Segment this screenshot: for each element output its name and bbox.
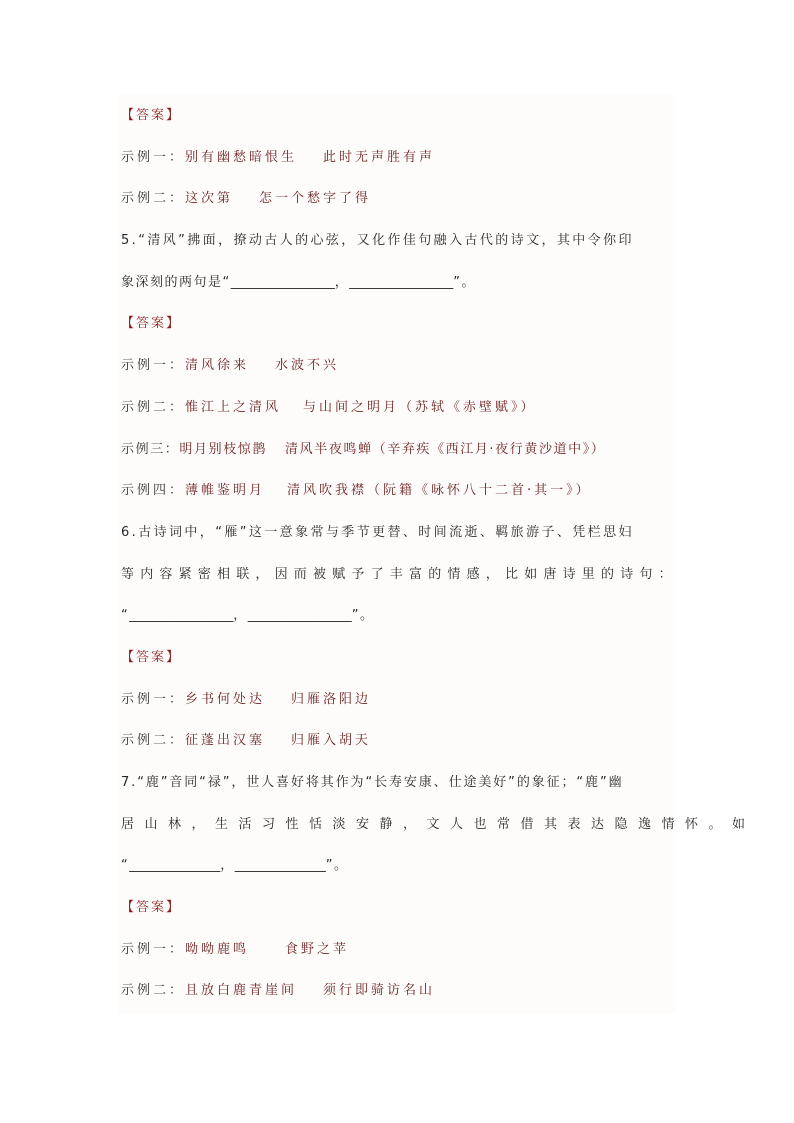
question-text: “ bbox=[121, 608, 130, 623]
q5-example-1 bbox=[121, 356, 339, 376]
example-prefix: 示例一： bbox=[121, 942, 186, 957]
fill-blank: ______________ bbox=[234, 858, 326, 873]
fill-blank: ________________ bbox=[349, 275, 454, 290]
question-text: ”。 bbox=[325, 858, 349, 873]
question-text: ， bbox=[334, 275, 350, 290]
answer-text: 乡书何处达 bbox=[185, 692, 266, 707]
example-prefix: 示例二： bbox=[121, 733, 186, 748]
q7-example-1 bbox=[121, 940, 349, 960]
question-text: ， bbox=[220, 858, 235, 873]
q7-question-line-2: 居山林，生活习性恬淡安静，文人也常借其表达隐逸情怀。如 bbox=[121, 817, 756, 832]
q7-example-2 bbox=[121, 981, 435, 1001]
answer-text: 征蓬出汉塞 bbox=[185, 733, 266, 748]
q5-example-4 bbox=[121, 481, 592, 501]
fill-blank: ______________ bbox=[129, 858, 221, 873]
example-prefix: 示例二： bbox=[121, 983, 186, 998]
example-prefix: 示例四： bbox=[121, 483, 186, 498]
answer-text: 水波不兴 bbox=[275, 358, 340, 373]
answer-text: 清风半夜鸣蝉（辛弃疾《西江月·夜行黄沙道中》） bbox=[285, 442, 606, 457]
question-text: ”。 bbox=[351, 608, 375, 623]
example-prefix: 示例一： bbox=[121, 150, 186, 165]
answer-text: 且放白鹿青崖间 bbox=[185, 983, 298, 998]
question-text: “ bbox=[121, 858, 130, 873]
q7-question-line-1: 7.“鹿”音同“禄”，世人喜好将其作为“长寿安康、仕途美好”的象征；“鹿”幽 bbox=[121, 775, 624, 790]
fill-blank: ________________ bbox=[129, 608, 234, 623]
answer-text: 须行即骑访名山 bbox=[323, 983, 436, 998]
answer-text: 食野之苹 bbox=[285, 942, 350, 957]
q5-example-2 bbox=[121, 398, 537, 418]
example-prefix: 示例一： bbox=[121, 358, 186, 373]
fill-blank: ________________ bbox=[247, 608, 352, 623]
answer-text: 清风吹我襟（阮籍《咏怀八十二首·其一》） bbox=[287, 483, 592, 498]
answer-text: 归雁洛阳边 bbox=[291, 692, 372, 707]
q6-example-2 bbox=[121, 731, 371, 751]
answer-label: 【答案】 bbox=[121, 900, 182, 915]
q6-question-line-3 bbox=[121, 606, 375, 626]
q6-question-line-1: 6.古诗词中，“雁”这一意象常与季节更替、时间流逝、羁旅游子、凭栏思妇 bbox=[121, 525, 634, 540]
answer-label: 【答案】 bbox=[121, 108, 182, 123]
q5-question-line-2 bbox=[121, 273, 476, 293]
example-prefix: 示例二： bbox=[121, 191, 186, 206]
question-text: ”。 bbox=[453, 275, 477, 290]
example-prefix: 示例三： bbox=[121, 442, 180, 457]
q6-question-line-2: 等内容紧密相联，因而被赋予了丰富的情感，比如唐诗里的诗句： bbox=[121, 567, 678, 582]
answer-text: 惟江上之清风 bbox=[185, 400, 282, 415]
question-text: 象深刻的两句是“ bbox=[121, 275, 231, 290]
answer-text: 怎一个愁字了得 bbox=[259, 191, 372, 206]
q5-example-3 bbox=[121, 440, 605, 460]
answer-text: 别有幽愁暗恨生 bbox=[185, 150, 298, 165]
answer-text: 归雁入胡天 bbox=[291, 733, 372, 748]
example-prefix: 示例二： bbox=[121, 400, 186, 415]
q4-example-2 bbox=[121, 189, 371, 209]
question-text: ， bbox=[233, 608, 248, 623]
q4-example-1 bbox=[121, 148, 435, 168]
answer-text: 清风徐来 bbox=[185, 358, 250, 373]
answer-text: 与山间之明月（苏轼《赤壁赋》） bbox=[303, 400, 537, 415]
answer-text: 此时无声胜有声 bbox=[323, 150, 436, 165]
answer-label: 【答案】 bbox=[121, 650, 182, 665]
fill-blank: ________________ bbox=[230, 275, 335, 290]
answer-label: 【答案】 bbox=[121, 316, 182, 331]
answer-text: 这次第 bbox=[185, 191, 234, 206]
q5-question-line-1: 5.“清风”拂面，撩动古人的心弦，又化作佳句融入古代的诗文，其中令你印 bbox=[121, 233, 634, 248]
q6-example-1 bbox=[121, 690, 371, 710]
answer-text: 呦呦鹿鸣 bbox=[185, 942, 250, 957]
answer-text: 明月别枝惊鹊 bbox=[179, 442, 268, 457]
q7-question-line-3 bbox=[121, 856, 349, 876]
example-prefix: 示例一： bbox=[121, 692, 186, 707]
answer-text: 薄帷鉴明月 bbox=[185, 483, 266, 498]
